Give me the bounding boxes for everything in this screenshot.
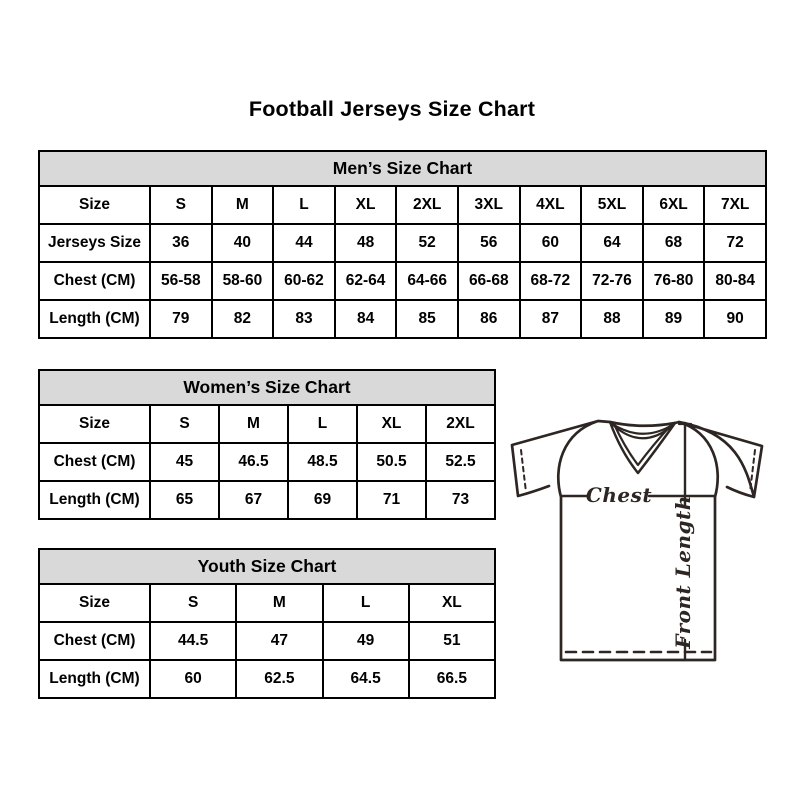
data-cell: 45 [150, 443, 219, 481]
mens-table-body [39, 186, 766, 338]
right-cuff-dashed-seam [750, 450, 755, 492]
data-cell: 58-60 [212, 262, 274, 300]
data-cell: 88 [581, 300, 643, 338]
data-cell: 64.5 [323, 660, 409, 698]
data-cell: L [323, 584, 409, 622]
jersey-diagram [495, 393, 787, 683]
data-cell: 68-72 [520, 262, 582, 300]
jersey-outline [512, 421, 762, 660]
table-title-womens: Women’s Size Chart [39, 370, 495, 405]
data-cell: 64-66 [396, 262, 458, 300]
data-cell: 56 [458, 224, 520, 262]
row-header-cell: Length (CM) [39, 300, 150, 338]
data-cell: 69 [288, 481, 357, 519]
data-cell: S [150, 584, 236, 622]
table-row [39, 405, 495, 443]
left-cuff-dashed-seam [521, 450, 526, 492]
data-cell: 64 [581, 224, 643, 262]
table-row [39, 224, 766, 262]
data-cell: M [236, 584, 322, 622]
data-cell: M [219, 405, 288, 443]
row-header-cell: Chest (CM) [39, 262, 150, 300]
table-header-row [39, 370, 495, 405]
data-cell: 66-68 [458, 262, 520, 300]
data-cell: 86 [458, 300, 520, 338]
table-row [39, 584, 495, 622]
data-cell: 80-84 [704, 262, 766, 300]
row-header-cell: Length (CM) [39, 481, 150, 519]
data-cell: 79 [150, 300, 212, 338]
data-cell: 48.5 [288, 443, 357, 481]
mens-size-table [38, 150, 767, 339]
data-cell: 52 [396, 224, 458, 262]
row-header-cell: Chest (CM) [39, 443, 150, 481]
table-row [39, 262, 766, 300]
row-header-cell: Jerseys Size [39, 224, 150, 262]
data-cell: 2XL [426, 405, 495, 443]
data-cell: 65 [150, 481, 219, 519]
data-cell: 67 [219, 481, 288, 519]
data-cell: 44.5 [150, 622, 236, 660]
data-cell: 72-76 [581, 262, 643, 300]
womens-table-body [39, 405, 495, 519]
row-header-cell: Length (CM) [39, 660, 150, 698]
womens-size-table [38, 369, 496, 520]
chest-measure-label: Chest [585, 483, 653, 507]
data-cell: S [150, 405, 219, 443]
data-cell: L [273, 186, 335, 224]
page-title: Football Jerseys Size Chart [248, 97, 536, 121]
table-header-row [39, 549, 495, 584]
data-cell: 5XL [581, 186, 643, 224]
data-cell: 76-80 [643, 262, 705, 300]
data-cell: 62.5 [236, 660, 322, 698]
data-cell: 83 [273, 300, 335, 338]
data-cell: 3XL [458, 186, 520, 224]
data-cell: S [150, 186, 212, 224]
data-cell: 89 [643, 300, 705, 338]
table-title-mens: Men’s Size Chart [39, 151, 766, 186]
data-cell: 6XL [643, 186, 705, 224]
table-row [39, 622, 495, 660]
table-row [39, 481, 495, 519]
front-length-measure-label: Front Length [671, 495, 695, 649]
data-cell: 48 [335, 224, 397, 262]
data-cell: 68 [643, 224, 705, 262]
data-cell: XL [357, 405, 426, 443]
data-cell: 90 [704, 300, 766, 338]
data-cell: 44 [273, 224, 335, 262]
youth-size-table [38, 548, 496, 699]
data-cell: 49 [323, 622, 409, 660]
data-cell: 7XL [704, 186, 766, 224]
data-cell: 71 [357, 481, 426, 519]
row-header-cell: Chest (CM) [39, 622, 150, 660]
data-cell: XL [409, 584, 495, 622]
data-cell: 62-64 [335, 262, 397, 300]
data-cell: 50.5 [357, 443, 426, 481]
data-cell: 60 [520, 224, 582, 262]
data-cell: 4XL [520, 186, 582, 224]
data-cell: 72 [704, 224, 766, 262]
data-cell: 56-58 [150, 262, 212, 300]
data-cell: 60-62 [273, 262, 335, 300]
data-cell: 52.5 [426, 443, 495, 481]
data-cell: 40 [212, 224, 274, 262]
data-cell: 82 [212, 300, 274, 338]
row-header-cell: Size [39, 186, 150, 224]
data-cell: 66.5 [409, 660, 495, 698]
data-cell: XL [335, 186, 397, 224]
table-title-youth: Youth Size Chart [39, 549, 495, 584]
table-row [39, 660, 495, 698]
data-cell: M [212, 186, 274, 224]
row-header-cell: Size [39, 584, 150, 622]
row-header-cell: Size [39, 405, 150, 443]
table-row [39, 443, 495, 481]
data-cell: 85 [396, 300, 458, 338]
data-cell: 73 [426, 481, 495, 519]
data-cell: 87 [520, 300, 582, 338]
data-cell: 2XL [396, 186, 458, 224]
data-cell: L [288, 405, 357, 443]
table-row [39, 300, 766, 338]
data-cell: 84 [335, 300, 397, 338]
data-cell: 36 [150, 224, 212, 262]
table-header-row [39, 151, 766, 186]
data-cell: 47 [236, 622, 322, 660]
data-cell: 60 [150, 660, 236, 698]
data-cell: 46.5 [219, 443, 288, 481]
youth-table-body [39, 584, 495, 698]
data-cell: 51 [409, 622, 495, 660]
table-row [39, 186, 766, 224]
